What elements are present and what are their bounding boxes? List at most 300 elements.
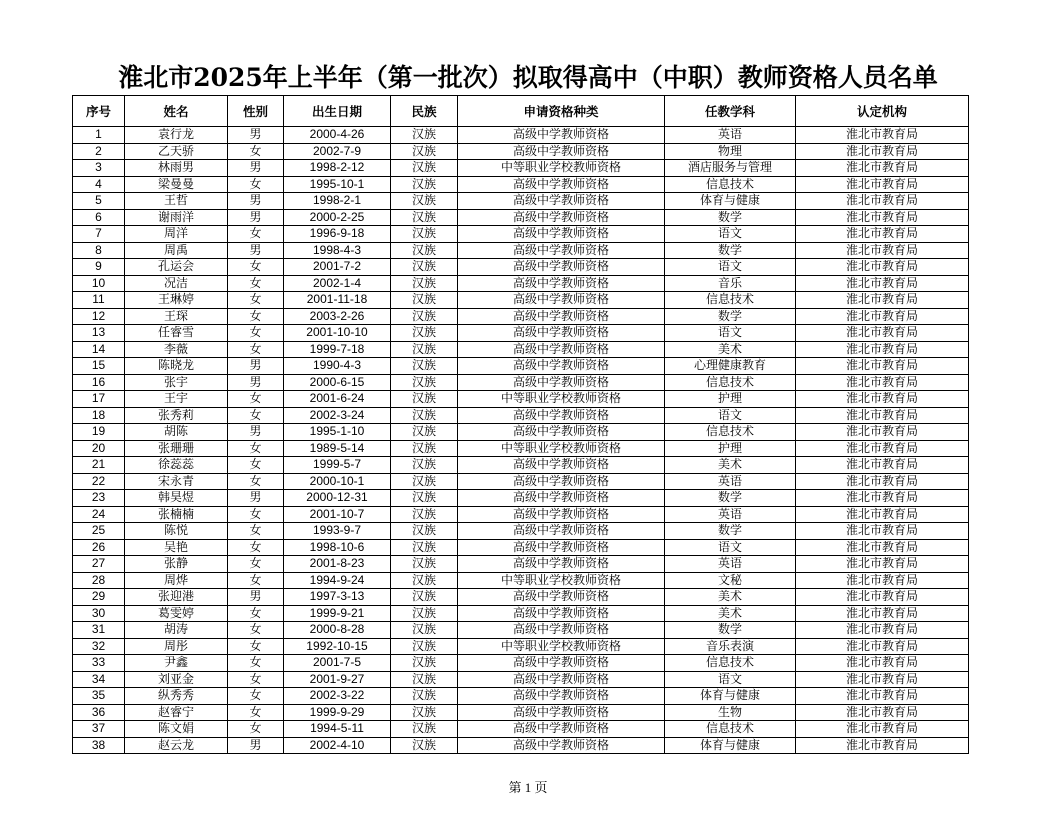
cell-birthdate: 1994-9-24 xyxy=(284,572,391,589)
cell-subject: 物理 xyxy=(665,143,796,160)
cell-qualification: 高级中学教师资格 xyxy=(458,704,665,721)
cell-name: 赵睿宁 xyxy=(125,704,228,721)
cell-subject: 英语 xyxy=(665,556,796,573)
table-row xyxy=(73,589,969,606)
cell-birthdate: 1998-10-6 xyxy=(284,539,391,556)
cell-ethnicity: 汉族 xyxy=(391,539,458,556)
column-header-qualification: 申请资格种类 xyxy=(458,96,665,127)
cell-qualification: 高级中学教师资格 xyxy=(458,506,665,523)
teacher-roster-table xyxy=(72,95,969,754)
cell-index: 12 xyxy=(73,308,125,325)
cell-authority: 淮北市教育局 xyxy=(796,539,969,556)
cell-qualification: 高级中学教师资格 xyxy=(458,209,665,226)
cell-authority: 淮北市教育局 xyxy=(796,655,969,672)
table-row xyxy=(73,325,969,342)
cell-qualification: 高级中学教师资格 xyxy=(458,523,665,540)
cell-gender: 女 xyxy=(228,523,284,540)
cell-authority: 淮北市教育局 xyxy=(796,143,969,160)
cell-name: 尹鑫 xyxy=(125,655,228,672)
cell-subject: 语文 xyxy=(665,539,796,556)
cell-gender: 女 xyxy=(228,622,284,639)
cell-birthdate: 1999-7-18 xyxy=(284,341,391,358)
cell-qualification: 中等职业学校教师资格 xyxy=(458,160,665,177)
cell-ethnicity: 汉族 xyxy=(391,358,458,375)
cell-ethnicity: 汉族 xyxy=(391,226,458,243)
table-row xyxy=(73,506,969,523)
cell-ethnicity: 汉族 xyxy=(391,506,458,523)
cell-subject: 语文 xyxy=(665,407,796,424)
table-row xyxy=(73,127,969,144)
table-row xyxy=(73,259,969,276)
cell-ethnicity: 汉族 xyxy=(391,589,458,606)
cell-ethnicity: 汉族 xyxy=(391,259,458,276)
cell-birthdate: 1999-9-29 xyxy=(284,704,391,721)
cell-name: 赵云龙 xyxy=(125,737,228,754)
table-row xyxy=(73,638,969,655)
cell-birthdate: 1995-10-1 xyxy=(284,176,391,193)
table-row xyxy=(73,440,969,457)
column-header-ethnicity: 民族 xyxy=(391,96,458,127)
cell-qualification: 高级中学教师资格 xyxy=(458,374,665,391)
cell-authority: 淮北市教育局 xyxy=(796,589,969,606)
cell-gender: 男 xyxy=(228,209,284,226)
cell-authority: 淮北市教育局 xyxy=(796,160,969,177)
cell-gender: 女 xyxy=(228,539,284,556)
cell-name: 王哲 xyxy=(125,193,228,210)
cell-name: 吴艳 xyxy=(125,539,228,556)
table-row xyxy=(73,358,969,375)
cell-qualification: 高级中学教师资格 xyxy=(458,473,665,490)
cell-index: 21 xyxy=(73,457,125,474)
table-row xyxy=(73,391,969,408)
cell-ethnicity: 汉族 xyxy=(391,688,458,705)
cell-qualification: 中等职业学校教师资格 xyxy=(458,638,665,655)
cell-ethnicity: 汉族 xyxy=(391,655,458,672)
table-row xyxy=(73,622,969,639)
cell-gender: 男 xyxy=(228,374,284,391)
cell-qualification: 高级中学教师资格 xyxy=(458,143,665,160)
table-row xyxy=(73,209,969,226)
cell-birthdate: 2002-4-10 xyxy=(284,737,391,754)
cell-name: 周彤 xyxy=(125,638,228,655)
cell-index: 24 xyxy=(73,506,125,523)
cell-birthdate: 1996-9-18 xyxy=(284,226,391,243)
cell-name: 袁行龙 xyxy=(125,127,228,144)
cell-subject: 文秘 xyxy=(665,572,796,589)
cell-name: 刘亚金 xyxy=(125,671,228,688)
cell-index: 17 xyxy=(73,391,125,408)
cell-index: 23 xyxy=(73,490,125,507)
cell-qualification: 中等职业学校教师资格 xyxy=(458,440,665,457)
cell-subject: 数学 xyxy=(665,242,796,259)
cell-subject: 数学 xyxy=(665,308,796,325)
cell-gender: 女 xyxy=(228,638,284,655)
table-row xyxy=(73,655,969,672)
cell-name: 孔运会 xyxy=(125,259,228,276)
cell-birthdate: 1999-5-7 xyxy=(284,457,391,474)
cell-subject: 英语 xyxy=(665,473,796,490)
cell-index: 28 xyxy=(73,572,125,589)
cell-subject: 美术 xyxy=(665,341,796,358)
cell-subject: 数学 xyxy=(665,622,796,639)
cell-qualification: 高级中学教师资格 xyxy=(458,721,665,738)
cell-name: 韩昊煜 xyxy=(125,490,228,507)
cell-index: 16 xyxy=(73,374,125,391)
cell-qualification: 中等职业学校教师资格 xyxy=(458,572,665,589)
cell-subject: 音乐表演 xyxy=(665,638,796,655)
cell-index: 10 xyxy=(73,275,125,292)
cell-index: 35 xyxy=(73,688,125,705)
cell-ethnicity: 汉族 xyxy=(391,737,458,754)
cell-ethnicity: 汉族 xyxy=(391,193,458,210)
cell-ethnicity: 汉族 xyxy=(391,160,458,177)
cell-gender: 男 xyxy=(228,160,284,177)
cell-subject: 英语 xyxy=(665,506,796,523)
cell-gender: 女 xyxy=(228,341,284,358)
cell-qualification: 高级中学教师资格 xyxy=(458,259,665,276)
cell-qualification: 高级中学教师资格 xyxy=(458,688,665,705)
table-row xyxy=(73,226,969,243)
cell-ethnicity: 汉族 xyxy=(391,143,458,160)
cell-subject: 语文 xyxy=(665,671,796,688)
table-row xyxy=(73,160,969,177)
cell-name: 李薇 xyxy=(125,341,228,358)
cell-birthdate: 1995-1-10 xyxy=(284,424,391,441)
cell-subject: 信息技术 xyxy=(665,655,796,672)
cell-index: 26 xyxy=(73,539,125,556)
cell-qualification: 高级中学教师资格 xyxy=(458,457,665,474)
cell-birthdate: 1997-3-13 xyxy=(284,589,391,606)
cell-authority: 淮北市教育局 xyxy=(796,737,969,754)
cell-ethnicity: 汉族 xyxy=(391,242,458,259)
cell-subject: 护理 xyxy=(665,391,796,408)
cell-authority: 淮北市教育局 xyxy=(796,226,969,243)
cell-name: 胡涛 xyxy=(125,622,228,639)
cell-ethnicity: 汉族 xyxy=(391,308,458,325)
cell-ethnicity: 汉族 xyxy=(391,127,458,144)
cell-birthdate: 2001-6-24 xyxy=(284,391,391,408)
column-header-gender: 性别 xyxy=(228,96,284,127)
cell-gender: 女 xyxy=(228,308,284,325)
page-number: 第 1 页 xyxy=(508,780,548,795)
cell-index: 7 xyxy=(73,226,125,243)
cell-qualification: 高级中学教师资格 xyxy=(458,341,665,358)
cell-index: 5 xyxy=(73,193,125,210)
table-row xyxy=(73,176,969,193)
cell-name: 乙天骄 xyxy=(125,143,228,160)
cell-qualification: 高级中学教师资格 xyxy=(458,605,665,622)
cell-gender: 女 xyxy=(228,572,284,589)
cell-qualification: 高级中学教师资格 xyxy=(458,292,665,309)
cell-qualification: 高级中学教师资格 xyxy=(458,539,665,556)
cell-ethnicity: 汉族 xyxy=(391,292,458,309)
cell-birthdate: 2001-10-10 xyxy=(284,325,391,342)
cell-ethnicity: 汉族 xyxy=(391,704,458,721)
cell-name: 陈晓龙 xyxy=(125,358,228,375)
cell-gender: 男 xyxy=(228,358,284,375)
cell-birthdate: 2002-7-9 xyxy=(284,143,391,160)
cell-authority: 淮北市教育局 xyxy=(796,506,969,523)
cell-gender: 女 xyxy=(228,457,284,474)
cell-gender: 女 xyxy=(228,226,284,243)
cell-authority: 淮北市教育局 xyxy=(796,209,969,226)
cell-index: 18 xyxy=(73,407,125,424)
cell-gender: 男 xyxy=(228,242,284,259)
cell-name: 周烨 xyxy=(125,572,228,589)
cell-gender: 男 xyxy=(228,127,284,144)
cell-birthdate: 2003-2-26 xyxy=(284,308,391,325)
cell-gender: 男 xyxy=(228,193,284,210)
column-header-subject: 任教学科 xyxy=(665,96,796,127)
cell-birthdate: 2001-11-18 xyxy=(284,292,391,309)
table-row xyxy=(73,490,969,507)
cell-authority: 淮北市教育局 xyxy=(796,704,969,721)
cell-name: 张楠楠 xyxy=(125,506,228,523)
cell-authority: 淮北市教育局 xyxy=(796,440,969,457)
cell-authority: 淮北市教育局 xyxy=(796,556,969,573)
cell-qualification: 高级中学教师资格 xyxy=(458,308,665,325)
cell-gender: 女 xyxy=(228,259,284,276)
cell-subject: 体育与健康 xyxy=(665,193,796,210)
cell-name: 陈文娟 xyxy=(125,721,228,738)
cell-subject: 英语 xyxy=(665,127,796,144)
cell-birthdate: 1999-9-21 xyxy=(284,605,391,622)
cell-authority: 淮北市教育局 xyxy=(796,391,969,408)
cell-gender: 女 xyxy=(228,440,284,457)
cell-subject: 体育与健康 xyxy=(665,737,796,754)
table-header-row xyxy=(73,96,969,127)
table-row xyxy=(73,737,969,754)
cell-birthdate: 1989-5-14 xyxy=(284,440,391,457)
table-row xyxy=(73,704,969,721)
cell-authority: 淮北市教育局 xyxy=(796,325,969,342)
cell-gender: 女 xyxy=(228,143,284,160)
cell-subject: 语文 xyxy=(665,325,796,342)
cell-birthdate: 2002-3-24 xyxy=(284,407,391,424)
cell-qualification: 高级中学教师资格 xyxy=(458,193,665,210)
cell-subject: 语文 xyxy=(665,259,796,276)
cell-ethnicity: 汉族 xyxy=(391,341,458,358)
cell-index: 27 xyxy=(73,556,125,573)
cell-gender: 女 xyxy=(228,407,284,424)
cell-authority: 淮北市教育局 xyxy=(796,572,969,589)
cell-index: 4 xyxy=(73,176,125,193)
cell-authority: 淮北市教育局 xyxy=(796,242,969,259)
cell-subject: 数学 xyxy=(665,490,796,507)
table-row xyxy=(73,193,969,210)
table-row xyxy=(73,374,969,391)
cell-birthdate: 1998-2-12 xyxy=(284,160,391,177)
cell-ethnicity: 汉族 xyxy=(391,275,458,292)
cell-birthdate: 1990-4-3 xyxy=(284,358,391,375)
cell-subject: 信息技术 xyxy=(665,721,796,738)
cell-index: 33 xyxy=(73,655,125,672)
cell-name: 张珊珊 xyxy=(125,440,228,457)
cell-ethnicity: 汉族 xyxy=(391,176,458,193)
cell-name: 纵秀秀 xyxy=(125,688,228,705)
table-row xyxy=(73,539,969,556)
cell-index: 38 xyxy=(73,737,125,754)
cell-gender: 女 xyxy=(228,506,284,523)
column-header-birthdate: 出生日期 xyxy=(284,96,391,127)
cell-name: 葛雯婷 xyxy=(125,605,228,622)
column-header-authority: 认定机构 xyxy=(796,96,969,127)
cell-ethnicity: 汉族 xyxy=(391,374,458,391)
cell-authority: 淮北市教育局 xyxy=(796,308,969,325)
cell-ethnicity: 汉族 xyxy=(391,440,458,457)
cell-qualification: 高级中学教师资格 xyxy=(458,226,665,243)
cell-qualification: 高级中学教师资格 xyxy=(458,127,665,144)
table-row xyxy=(73,721,969,738)
cell-index: 37 xyxy=(73,721,125,738)
cell-authority: 淮北市教育局 xyxy=(796,622,969,639)
cell-subject: 语文 xyxy=(665,226,796,243)
cell-subject: 体育与健康 xyxy=(665,688,796,705)
cell-birthdate: 2000-6-15 xyxy=(284,374,391,391)
cell-name: 王琳婷 xyxy=(125,292,228,309)
cell-authority: 淮北市教育局 xyxy=(796,292,969,309)
cell-index: 8 xyxy=(73,242,125,259)
cell-qualification: 高级中学教师资格 xyxy=(458,325,665,342)
cell-subject: 美术 xyxy=(665,605,796,622)
cell-name: 张迎港 xyxy=(125,589,228,606)
cell-gender: 女 xyxy=(228,473,284,490)
table-row xyxy=(73,424,969,441)
table-row xyxy=(73,556,969,573)
cell-birthdate: 2001-10-7 xyxy=(284,506,391,523)
cell-name: 徐蕊蕊 xyxy=(125,457,228,474)
table-row xyxy=(73,407,969,424)
cell-index: 36 xyxy=(73,704,125,721)
cell-index: 32 xyxy=(73,638,125,655)
cell-authority: 淮北市教育局 xyxy=(796,490,969,507)
cell-index: 15 xyxy=(73,358,125,375)
cell-authority: 淮北市教育局 xyxy=(796,374,969,391)
cell-birthdate: 1994-5-11 xyxy=(284,721,391,738)
cell-subject: 信息技术 xyxy=(665,176,796,193)
table-row xyxy=(73,688,969,705)
cell-index: 34 xyxy=(73,671,125,688)
cell-name: 王琛 xyxy=(125,308,228,325)
cell-birthdate: 2000-10-1 xyxy=(284,473,391,490)
cell-name: 胡陈 xyxy=(125,424,228,441)
cell-authority: 淮北市教育局 xyxy=(796,424,969,441)
column-header-index: 序号 xyxy=(73,96,125,127)
cell-gender: 女 xyxy=(228,556,284,573)
cell-authority: 淮北市教育局 xyxy=(796,127,969,144)
cell-gender: 女 xyxy=(228,671,284,688)
cell-ethnicity: 汉族 xyxy=(391,473,458,490)
cell-authority: 淮北市教育局 xyxy=(796,358,969,375)
cell-subject: 数学 xyxy=(665,523,796,540)
cell-authority: 淮北市教育局 xyxy=(796,671,969,688)
cell-ethnicity: 汉族 xyxy=(391,457,458,474)
cell-index: 25 xyxy=(73,523,125,540)
cell-birthdate: 2002-3-22 xyxy=(284,688,391,705)
cell-birthdate: 2001-7-5 xyxy=(284,655,391,672)
cell-name: 王宇 xyxy=(125,391,228,408)
cell-subject: 心理健康教育 xyxy=(665,358,796,375)
cell-qualification: 高级中学教师资格 xyxy=(458,176,665,193)
cell-index: 11 xyxy=(73,292,125,309)
cell-qualification: 高级中学教师资格 xyxy=(458,737,665,754)
document-title: 淮北市2025年上半年（第一批次）拟取得高中（中职）教师资格人员名单 xyxy=(118,63,938,92)
table-row xyxy=(73,457,969,474)
cell-gender: 女 xyxy=(228,292,284,309)
cell-authority: 淮北市教育局 xyxy=(796,341,969,358)
cell-qualification: 高级中学教师资格 xyxy=(458,358,665,375)
cell-gender: 女 xyxy=(228,688,284,705)
table-row xyxy=(73,308,969,325)
cell-name: 周洋 xyxy=(125,226,228,243)
table-row xyxy=(73,242,969,259)
cell-qualification: 高级中学教师资格 xyxy=(458,589,665,606)
cell-ethnicity: 汉族 xyxy=(391,325,458,342)
table-body xyxy=(73,127,969,754)
cell-subject: 信息技术 xyxy=(665,374,796,391)
table-row xyxy=(73,143,969,160)
cell-qualification: 中等职业学校教师资格 xyxy=(458,391,665,408)
cell-subject: 信息技术 xyxy=(665,424,796,441)
table-row xyxy=(73,605,969,622)
cell-name: 张宇 xyxy=(125,374,228,391)
cell-name: 周禹 xyxy=(125,242,228,259)
cell-name: 任睿雪 xyxy=(125,325,228,342)
cell-authority: 淮北市教育局 xyxy=(796,275,969,292)
cell-subject: 音乐 xyxy=(665,275,796,292)
cell-name: 梁曼曼 xyxy=(125,176,228,193)
cell-qualification: 高级中学教师资格 xyxy=(458,424,665,441)
cell-qualification: 高级中学教师资格 xyxy=(458,671,665,688)
cell-authority: 淮北市教育局 xyxy=(796,721,969,738)
cell-qualification: 高级中学教师资格 xyxy=(458,622,665,639)
cell-gender: 女 xyxy=(228,176,284,193)
cell-gender: 女 xyxy=(228,605,284,622)
cell-ethnicity: 汉族 xyxy=(391,605,458,622)
cell-authority: 淮北市教育局 xyxy=(796,176,969,193)
cell-gender: 男 xyxy=(228,589,284,606)
cell-gender: 女 xyxy=(228,325,284,342)
cell-birthdate: 1992-10-15 xyxy=(284,638,391,655)
cell-index: 2 xyxy=(73,143,125,160)
cell-birthdate: 2001-7-2 xyxy=(284,259,391,276)
cell-authority: 淮北市教育局 xyxy=(796,259,969,276)
column-header-name: 姓名 xyxy=(125,96,228,127)
table-row xyxy=(73,572,969,589)
cell-authority: 淮北市教育局 xyxy=(796,523,969,540)
cell-ethnicity: 汉族 xyxy=(391,490,458,507)
cell-authority: 淮北市教育局 xyxy=(796,605,969,622)
cell-authority: 淮北市教育局 xyxy=(796,457,969,474)
cell-subject: 酒店服务与管理 xyxy=(665,160,796,177)
cell-gender: 男 xyxy=(228,737,284,754)
cell-qualification: 高级中学教师资格 xyxy=(458,556,665,573)
cell-ethnicity: 汉族 xyxy=(391,721,458,738)
cell-name: 谢雨洋 xyxy=(125,209,228,226)
cell-birthdate: 2000-8-28 xyxy=(284,622,391,639)
cell-ethnicity: 汉族 xyxy=(391,391,458,408)
cell-birthdate: 1998-2-1 xyxy=(284,193,391,210)
table-row xyxy=(73,671,969,688)
cell-gender: 女 xyxy=(228,391,284,408)
cell-authority: 淮北市教育局 xyxy=(796,638,969,655)
cell-qualification: 高级中学教师资格 xyxy=(458,275,665,292)
cell-index: 3 xyxy=(73,160,125,177)
cell-ethnicity: 汉族 xyxy=(391,671,458,688)
cell-subject: 数学 xyxy=(665,209,796,226)
cell-subject: 护理 xyxy=(665,440,796,457)
cell-name: 张秀莉 xyxy=(125,407,228,424)
